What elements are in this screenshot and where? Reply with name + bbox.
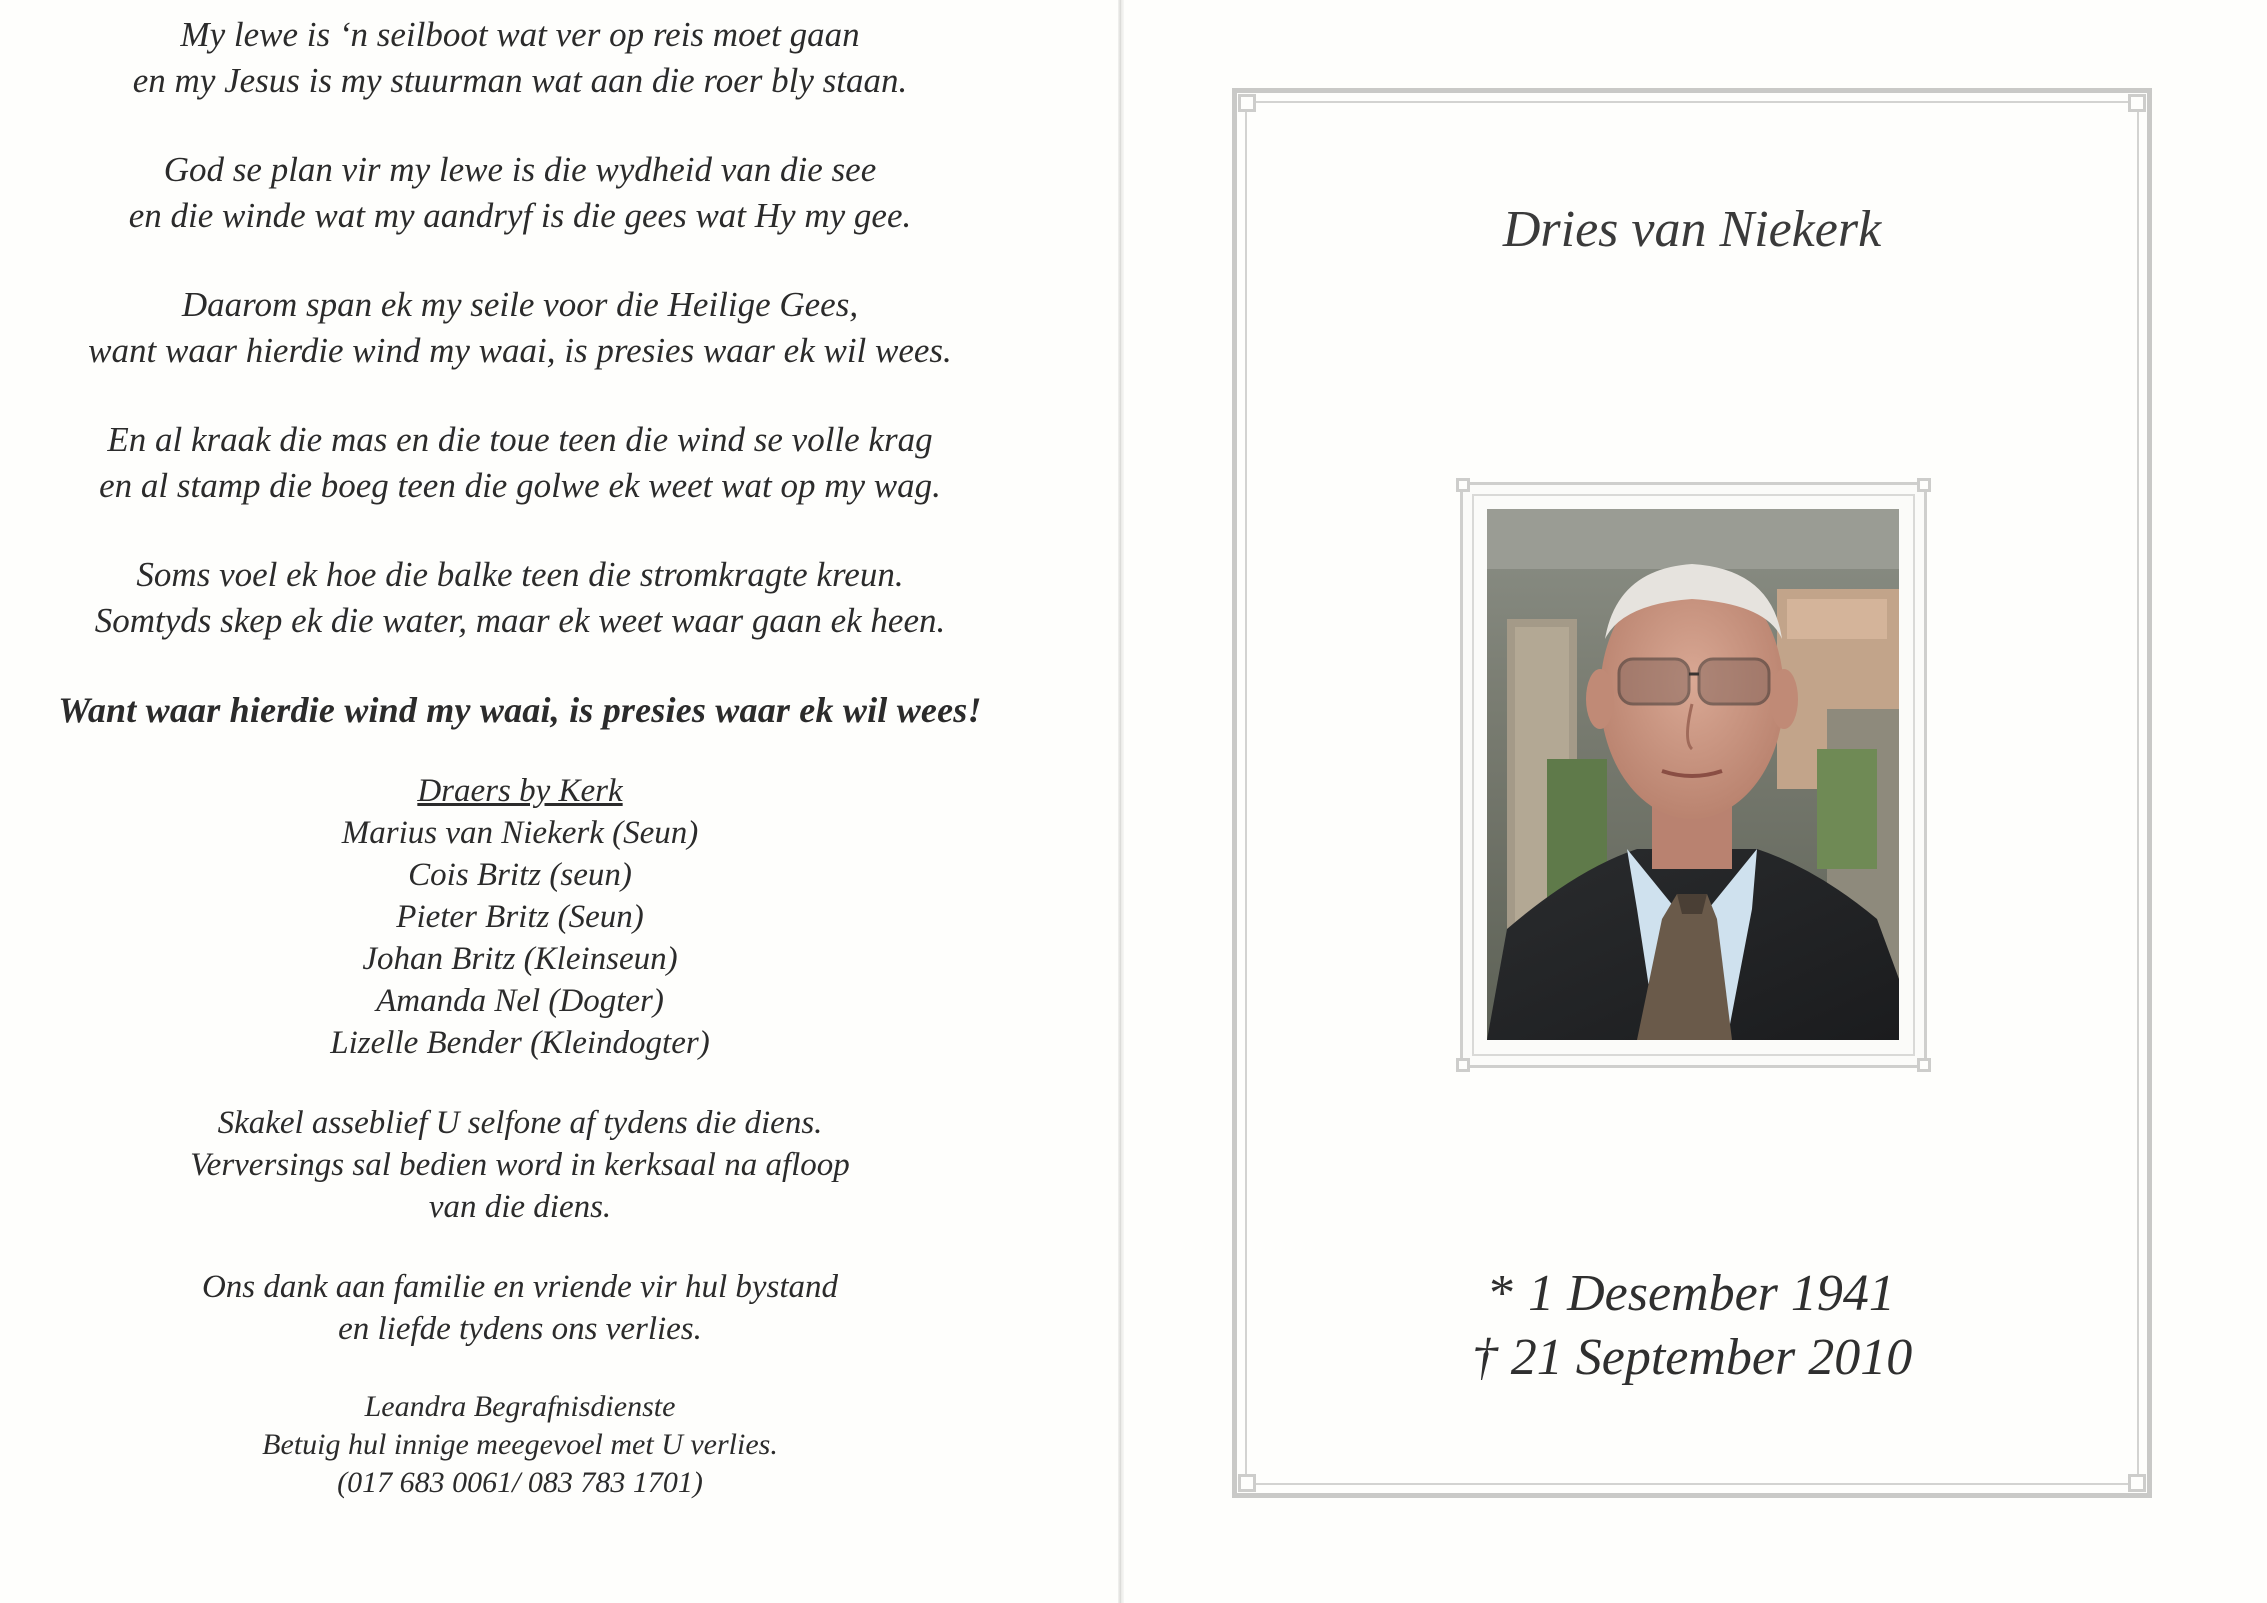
- corner-ornament: [1456, 1058, 1470, 1072]
- left-page: [0, 0, 1120, 1603]
- pallbearers-heading: Draers by Kerk: [417, 773, 623, 809]
- corner-ornament: [1917, 478, 1931, 492]
- corner-ornament: [2128, 1474, 2146, 1492]
- poem-stanza-1: [20, 12, 1020, 104]
- death-date: 21 September 2010: [1510, 1329, 1913, 1386]
- pallbearer-name: Lizelle Bender (Kleindogter): [330, 1025, 710, 1061]
- pallbearer-name: Pieter Britz (Seun): [396, 899, 644, 935]
- poem-line: Daarom span ek my seile voor die Heilige Gees,: [181, 285, 859, 324]
- poem-line: God se plan vir my lewe is die wydheid van die see: [163, 150, 877, 189]
- poem-line: Somtyds skep ek die water, maar ek weet waar gaan ek heen.: [94, 601, 946, 640]
- notice-line: Skakel asseblief U selfone af tydens die diens.: [217, 1105, 823, 1141]
- death-date-line: [1245, 1326, 2139, 1390]
- corner-ornament: [1456, 478, 1470, 492]
- left-page-text: [20, 12, 1020, 1540]
- asterisk-icon: *: [1489, 1265, 1516, 1322]
- pallbearer-name: Marius van Niekerk (Seun): [341, 815, 699, 851]
- pallbearer-name: Johan Britz (Kleinseun): [362, 941, 678, 977]
- pallbearers-list: [20, 770, 1020, 1064]
- poem-stanza-5: [20, 552, 1020, 644]
- portrait-photo: [1487, 509, 1899, 1040]
- pallbearer-name: Cois Britz (seun): [408, 857, 632, 893]
- birth-date-line: [1245, 1262, 2139, 1326]
- poem-line: en al stamp die boeg teen die golwe ek weet wat op my wag.: [99, 466, 941, 505]
- deceased-name: Dries van Niekerk: [1502, 201, 1882, 258]
- notice-line: van die diens.: [428, 1189, 612, 1225]
- life-dates: [1245, 1262, 2139, 1390]
- thanks-line: en liefde tydens ons verlies.: [338, 1311, 702, 1347]
- poem-stanza-3: [20, 282, 1020, 374]
- poem-line: En al kraak die mas en die toue teen die wind se volle krag: [107, 420, 933, 459]
- poem-stanza-4: [20, 417, 1020, 509]
- corner-ornament: [1238, 94, 1256, 112]
- service-notice: [20, 1102, 1020, 1228]
- poem-line: My lewe is ‘n seilboot wat ver op reis moet gaan: [180, 15, 860, 54]
- undertaker-line: Leandra Begrafnisdienste: [364, 1390, 676, 1423]
- birth-date: 1 Desember 1941: [1528, 1265, 1895, 1322]
- pallbearer-name: Amanda Nel (Dogter): [376, 983, 664, 1019]
- notice-line: Verversings sal bedien word in kerksaal na afloop: [190, 1147, 850, 1183]
- poem-line: en my Jesus is my stuurman wat aan die roer bly staan.: [132, 61, 908, 100]
- poem-line: Soms voel ek hoe die balke teen die stromkragte kreun.: [136, 555, 904, 594]
- poem-stanza-2: [20, 147, 1020, 239]
- thanks-note: [20, 1266, 1020, 1350]
- poem-line: want waar hierdie wind my waai, is presies waar ek wil wees.: [88, 331, 952, 370]
- corner-ornament: [1238, 1474, 1256, 1492]
- cross-icon: †: [1471, 1329, 1498, 1386]
- closing-line: Want waar hierdie wind my waai, is presies waar ek wil wees!: [58, 690, 982, 730]
- thanks-line: Ons dank aan familie en vriende vir hul bystand: [201, 1269, 839, 1305]
- corner-ornament: [2128, 94, 2146, 112]
- poem-line: en die winde wat my aandryf is die gees wat Hy my gee.: [128, 196, 912, 235]
- corner-ornament: [1917, 1058, 1931, 1072]
- undertaker-note: [20, 1388, 1020, 1502]
- undertaker-line: (017 683 0061/ 083 783 1701): [337, 1466, 703, 1499]
- undertaker-line: Betuig hul innige meegevoel met U verlies.: [262, 1428, 778, 1461]
